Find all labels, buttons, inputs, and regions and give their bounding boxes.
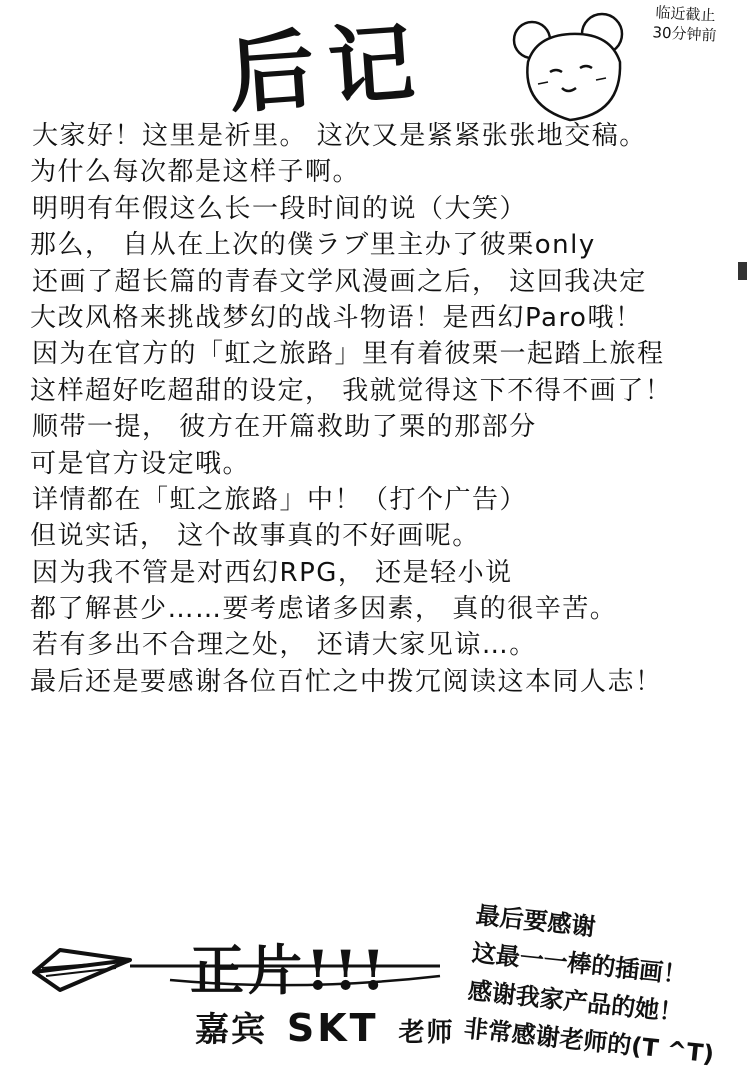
body-line: 大改风格来挑战梦幻的战斗物语！是西幻Paro哦！ xyxy=(30,302,643,333)
thanks-line: 非常感谢老师的(T ^T) xyxy=(462,1014,716,1069)
guest-name: SKT xyxy=(286,1006,379,1050)
deadline-note xyxy=(639,2,731,47)
body-line: 明明有年假这么长一段时间的说（大笑） xyxy=(32,193,528,224)
edge-mark xyxy=(738,262,747,280)
body-line: 还画了超长篇的青春文学风漫画之后， 这回我决定 xyxy=(32,266,647,297)
body-line: 但说实话， 这个故事真的不好画呢。 xyxy=(30,521,480,552)
body-line: 这样超好吃超甜的设定， 我就觉得这下不得不画了！ xyxy=(30,375,673,406)
body-line: 可是官方设定哦。 xyxy=(30,448,251,479)
body-line: 若有多出不合理之处， 还请大家见谅…。 xyxy=(32,630,537,661)
thanks-line: 感谢我家产品的她！ xyxy=(466,976,685,1027)
deadline-note-line2: 30分钟前 xyxy=(652,23,717,45)
body-line: 因为在官方的「虹之旅路」里有着彼栗一起踏上旅程 xyxy=(32,339,665,370)
signature-main: 正片!!! xyxy=(190,938,390,1002)
thanks-note xyxy=(462,896,738,1075)
guest-label: 嘉宾 xyxy=(195,1010,267,1050)
thanks-line: 最后要感谢 xyxy=(474,900,597,942)
guest-credit xyxy=(195,1002,454,1051)
body-line: 详情都在「虹之旅路」中！（打个广告） xyxy=(32,484,528,515)
deadline-note-line1: 临近截止 xyxy=(655,3,716,25)
body-line: 都了解甚少……要考虑诸多因素， 真的很辛苦。 xyxy=(30,594,618,625)
body-line: 那么， 自从在上次的僕ラブ里主办了彼栗only xyxy=(30,230,596,261)
mouse-mascot-icon xyxy=(510,10,630,130)
body-line: 大家好！这里是祈里。 这次又是紧紧张张地交稿。 xyxy=(32,121,647,151)
body-line: 最后还是要感谢各位百忙之中拨冗阅读这本同人志！ xyxy=(30,666,663,697)
afterword-body xyxy=(30,118,735,700)
body-line: 顺带一提， 彼方在开篇救助了栗的那部分 xyxy=(32,412,537,443)
guest-suffix: 老师 xyxy=(398,1018,455,1048)
body-line: 为什么每次都是这样子啊。 xyxy=(30,157,361,188)
body-line: 因为我不管是对西幻RPG， 还是轻小说 xyxy=(32,557,513,588)
page-title: 后记 xyxy=(225,11,432,126)
thanks-line: 这最一一棒的插画！ xyxy=(470,938,689,990)
signature-area xyxy=(20,920,480,1060)
